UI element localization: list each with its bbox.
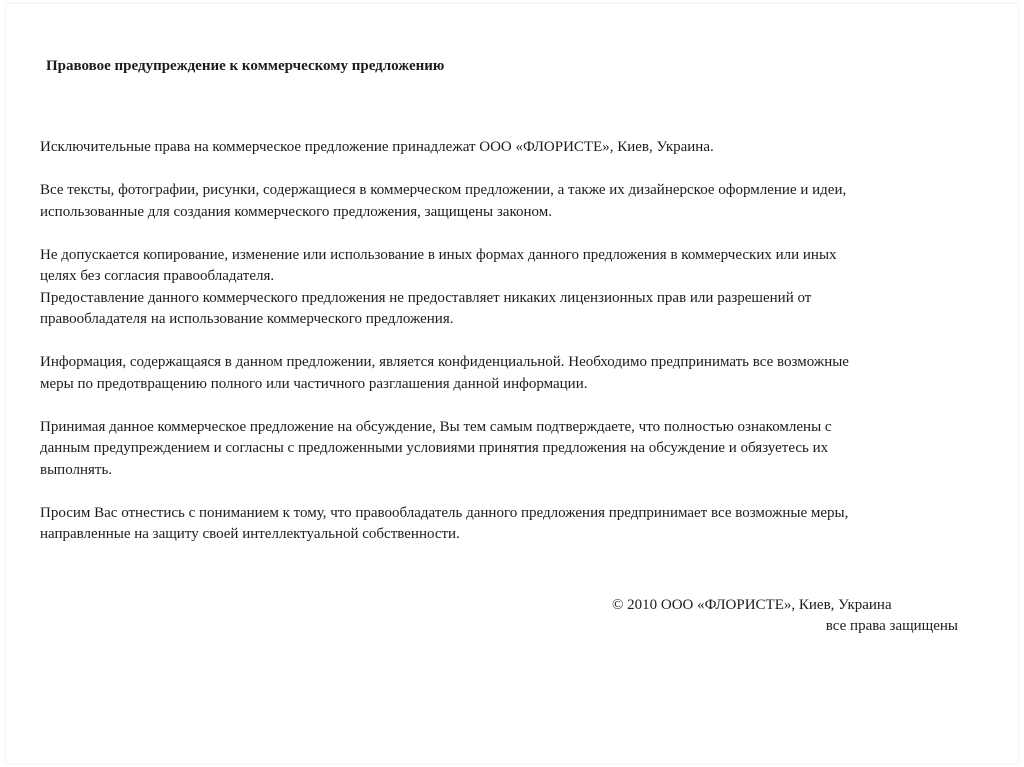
paragraph-line: использованные для создания коммерческого предложения, защищены законом. [40,203,552,220]
paragraph-line: меры по предотвращению полного или частичного разглашения данной информации. [40,375,588,392]
paragraph-line: данным предупреждением и согласны с предложенными условиями принятия предложения на обсуждение и обязуетесь их [40,440,829,456]
paragraph-no-license [40,288,990,331]
paragraph-line: Информация, содержащаяся в данном предложении, является конфиденциальной. Необходимо предпринимать все возможные [40,354,849,370]
paragraph-no-copying [40,245,990,288]
paragraph-line: Исключительные права на коммерческое предложение принадлежат ООО «ФЛОРИСТЕ», Киев, Украина. [40,139,714,155]
paragraph-line: выполнять. [40,461,113,478]
paragraph-acceptance [40,417,990,482]
paragraph-exclusive-rights [40,137,990,159]
copyright-notice: © 2010 ООО «ФЛОРИСТЕ», Киев, Украина [612,597,892,613]
rights-reserved: все права защищены [825,618,958,634]
paragraph-line: Принимая данное коммерческое предложение на обсуждение, Вы тем самым подтверждаете, что полностью ознакомлены с [40,418,832,435]
paragraph-protected-content [40,180,990,223]
document-page [6,4,1018,763]
document-body [40,137,990,567]
copyright-footer [606,595,958,637]
paragraph-line: Просим Вас отнестись с пониманием к тому, что правообладатель данного предложения предпринимает все возможные меры, [40,504,849,521]
paragraph-confidential [40,352,990,395]
paragraph-line: правообладателя на использование коммерческого предложения. [40,311,454,327]
paragraph-line: Все тексты, фотографии, рисунки, содержащиеся в коммерческом предложении, а также их дизайнерское оформление и идеи, [40,182,847,198]
paragraph-line: Предоставление данного коммерческого предложения не предоставляет никаких лицензионных прав или разрешений от [40,289,812,306]
document-title: Правовое предупреждение к коммерческому предложению [46,58,445,74]
paragraph-ip-protection [40,503,990,546]
paragraph-line: Не допускается копирование, изменение или использование в иных формах данного предложения в коммерческих или иных [40,246,837,263]
paragraph-line: направленные на защиту своей интеллектуальной собственности. [40,526,460,542]
paragraph-line: целях без согласия правообладателя. [40,268,275,284]
